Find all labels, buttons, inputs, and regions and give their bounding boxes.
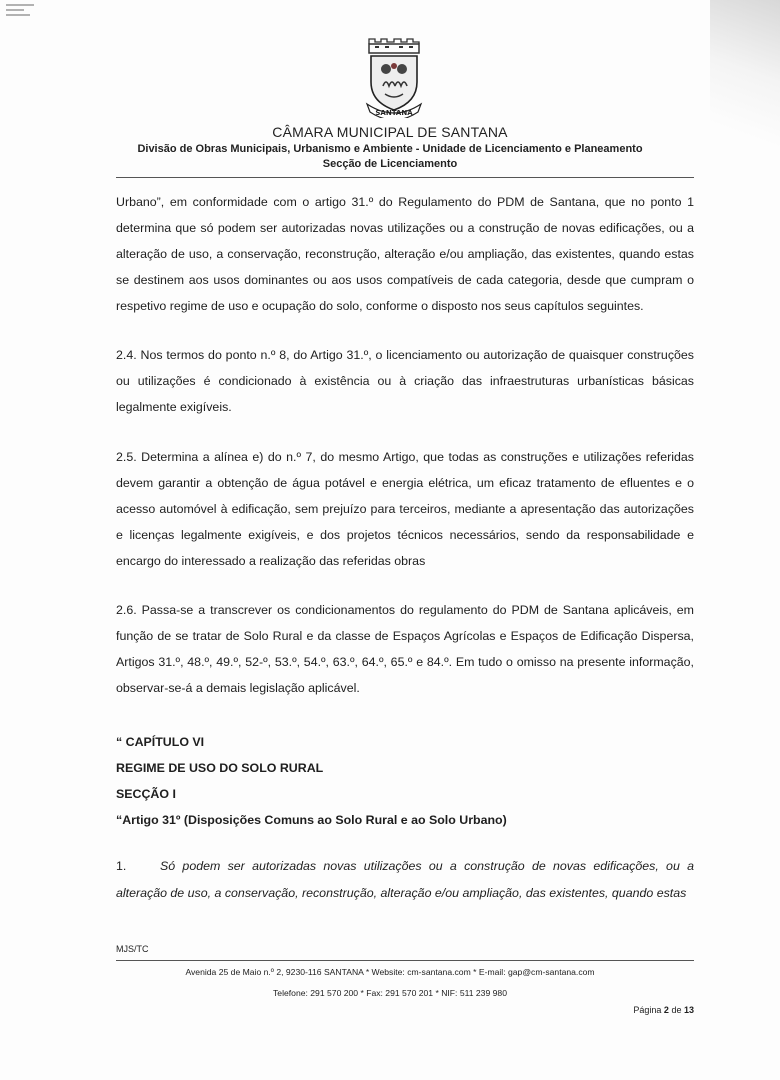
paragraph-2-6: 2.6. Passa-se a transcrever os condicionamentos do regulamento do PDM de Santana aplicáveis, em função de se tratar de Solo Rural e da classe de Espaços Agrícolas e Espaços de Edificação Dispersa, Artigos 31.º, 48.º, 49.º, 52-º, 53.º, 54.º, 63.º, 64.º, 65.º e 84.º. Em tudo o omisso na presente informação, observar-se-á a demais legislação aplicável. — [116, 603, 694, 695]
article-heading: “Artigo 31º (Disposições Comuns ao Solo Rural e ao Solo Urbano) — [116, 813, 507, 827]
section-subtitle: Secção de Licenciamento — [322, 158, 458, 170]
item-text: Só podem ser autorizadas novas utilizações ou a construção de novas edificações, ou a alteração de uso, a conservação, reconstrução, alteração e/ou ampliação, das existentes, quando estas — [116, 859, 694, 900]
paragraph-2-4: 2.4. Nos termos do ponto n.º 8, do Artigo 31.º, o licenciamento ou autorização de quaisquer construções ou utilizações é condicionado à existência ou à criação das infraestruturas urbanísticas básicas legalmente exigíveis. — [116, 348, 694, 414]
footer-address: Avenida 25 de Maio n.º 2, 9230-116 SANTANA * Website: cm-santana.com * E-mail: gap@cm-santana.com — [185, 967, 595, 977]
author-code: MJS/TC — [116, 944, 149, 954]
crest-motto: SANTANA — [375, 109, 413, 117]
municipality-title: CÂMARA MUNICIPAL DE SANTANA — [272, 124, 508, 140]
item-number: 1. — [116, 859, 127, 873]
section-heading: SECÇÃO I — [116, 787, 176, 801]
paragraph-2-5: 2.5. Determina a alínea e) do n.º 7, do mesmo Artigo, que todas as construções e utilizações referidas devem garantir a obtenção de água potável e energia elétrica, um eficaz tratamento de efluentes e o acesso automóvel à edificação, sem prejuízo para terceiros, mediante a apresentação das autorizações e licenças legalmente exigíveis, e dos projetos técnicos necessários, sendo da responsabilidade e encargo do interessado a realização das referidas obras — [116, 450, 694, 568]
page-number: Página 2 de 13 — [633, 1005, 694, 1015]
chapter-headings — [116, 729, 507, 833]
paragraph-1: Urbano”, em conformidade com o artigo 31.º do Regulamento do PDM de Santana, que no ponto 1 determina que só podem ser autorizadas novas utilizações ou a construção de novas edificações, ou a alteração de uso, a conservação, reconstrução, alteração e/ou ampliação, das existentes, quando estas se destinem aos usos dominantes ou aos usos compatíveis de cada categoria, desde que cumpram o respetivo regime de uso e ocupação do solo, conforme o disposto nos seus capítulos seguintes. — [116, 195, 694, 313]
corner-mark — [4, 2, 38, 20]
chapter-heading: “ CAPÍTULO VI — [116, 735, 205, 749]
division-subtitle: Divisão de Obras Municipais, Urbanismo e Ambiente - Unidade de Licenciamento e Planeamento — [137, 143, 643, 155]
footer-contacts: Telefone: 291 570 200 * Fax: 291 570 201 * NIF: 511 239 980 — [273, 988, 507, 998]
regime-heading: REGIME DE USO DO SOLO RURAL — [116, 761, 324, 775]
coat-of-arms-logo — [355, 38, 433, 118]
header-divider — [116, 177, 694, 178]
article-item-1 — [116, 853, 694, 907]
footer-divider — [116, 960, 694, 961]
